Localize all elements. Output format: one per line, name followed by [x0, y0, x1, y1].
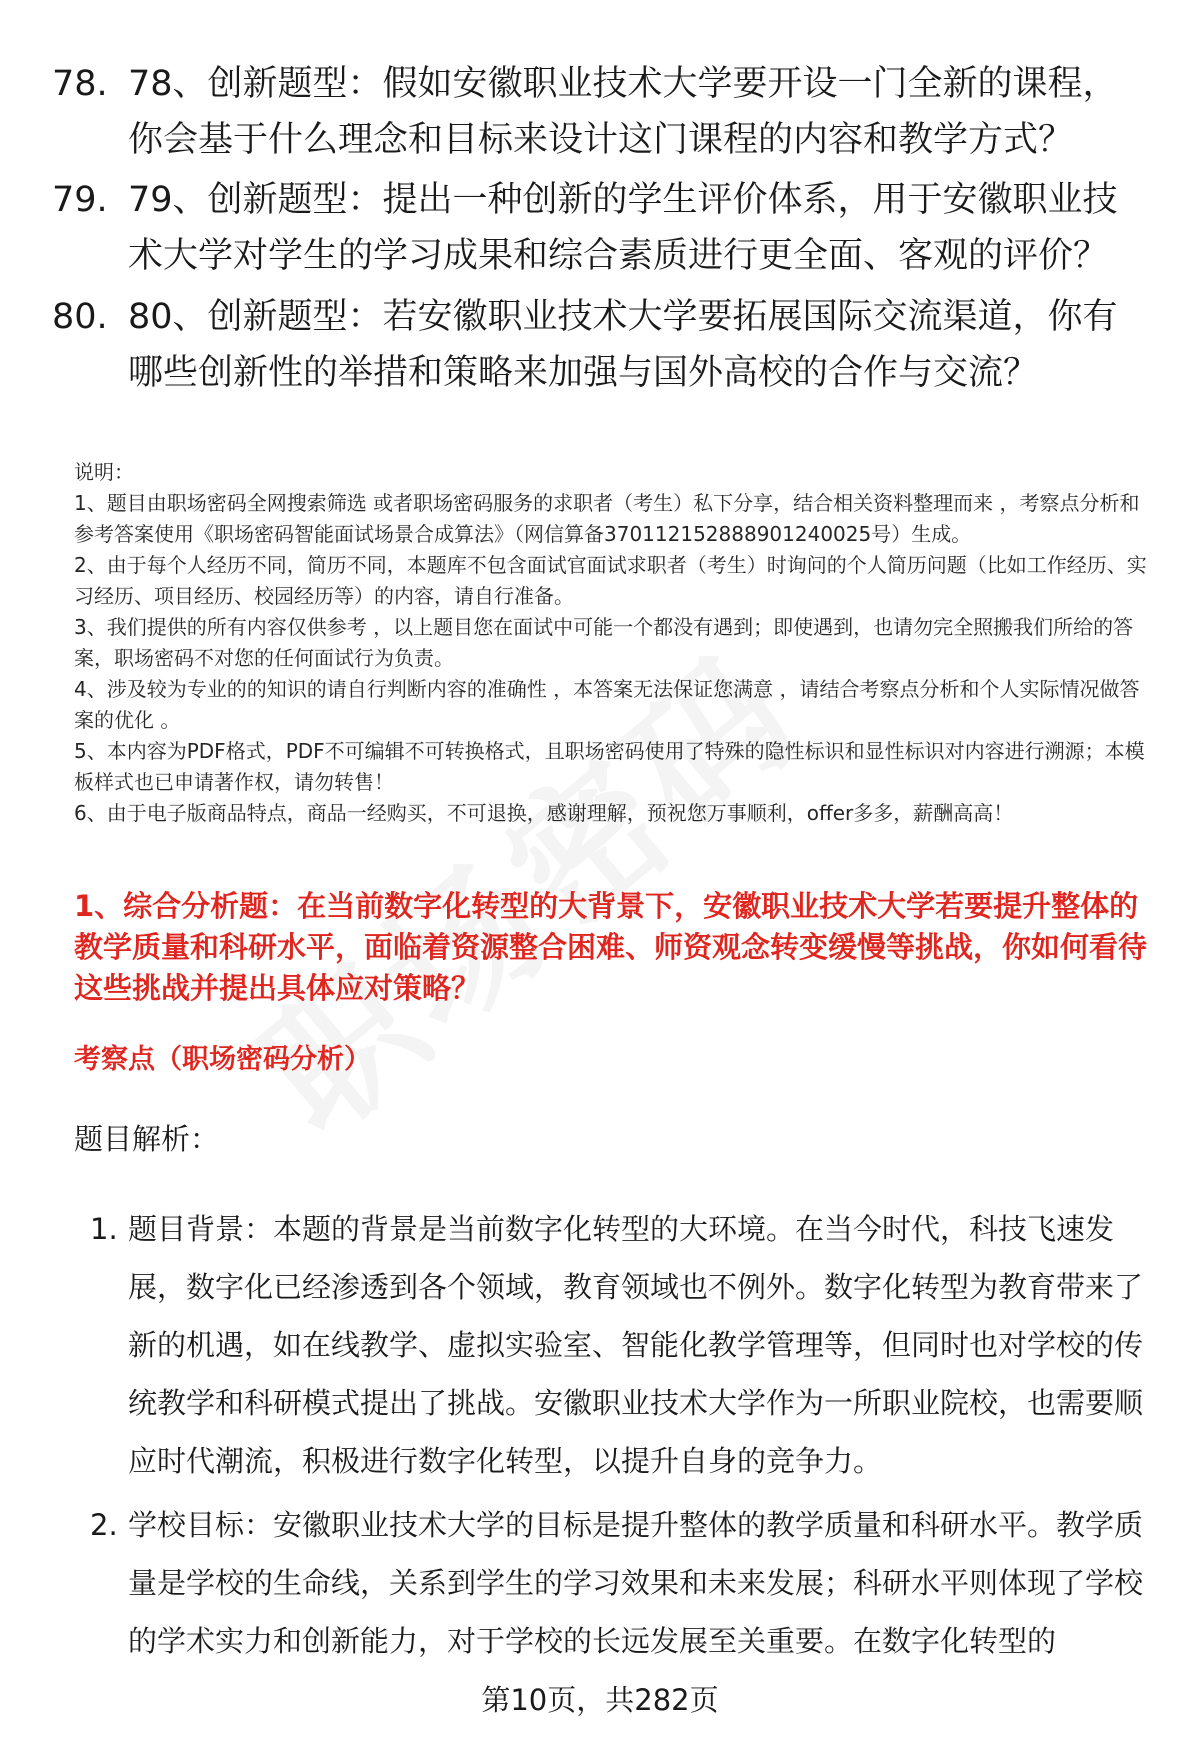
question-79	[52, 172, 1142, 284]
note-item: 5、本内容为PDF格式，PDF不可编辑不可转换格式，且职场密码使用了特殊的隐性标识和显性标识对内容进行溯源；本模板样式也已申请著作权，请勿转售！	[74, 739, 1145, 794]
question-number: 80.	[52, 297, 108, 337]
question-78	[52, 56, 1142, 168]
analysis-item-number: 2.	[90, 1508, 118, 1542]
notes-section	[74, 457, 1154, 829]
page-footer: 第10页，共282页	[481, 1683, 719, 1717]
question-text: 79、创新题型：提出一种创新的学生评价体系，用于安徽职业技术大学对学生的学习成果和综合素质进行更全面、客观的评价？	[128, 180, 1118, 276]
analysis-heading: 题目解析：	[74, 1122, 220, 1156]
analysis-item-text: 学校目标：安徽职业技术大学的目标是提升整体的教学质量和科研水平。教学质量是学校的生命线，关系到学生的学习效果和未来发展；科研水平则体现了学校的学术实力和创新能力，对于学校的长远发展至关重要。在数字化转型的	[128, 1508, 1144, 1658]
examine-heading: 考察点（职场密码分析）	[74, 1044, 371, 1075]
analysis-item-text: 题目背景：本题的背景是当前数字化转型的大环境。在当今时代，科技飞速发展，数字化已经渗透到各个领域，教育领域也不例外。数字化转型为教育带来了新的机遇，如在线教学、虚拟实验室、智能化教学管理等，但同时也对学校的传统教学和科研模式提出了挑战。安徽职业技术大学作为一所职业院校，也需要顺应时代潮流，积极进行数字化转型，以提升自身的竞争力。	[128, 1212, 1144, 1478]
main-question: 1、综合分析题：在当前数字化转型的大背景下，安徽职业技术大学若要提升整体的教学质量和科研水平，面临着资源整合困难、师资观念转变缓慢等挑战，你如何看待这些挑战并提出具体应对策略？	[74, 889, 1148, 1005]
question-number: 78.	[52, 64, 108, 104]
note-item: 3、我们提供的所有内容仅供参考 ，以上题目您在面试中可能一个都没有遇到；即使遇到，也请勿完全照搬我们所给的答案，职场密码不对您的任何面试行为负责。	[74, 615, 1134, 670]
question-text: 80、创新题型：若安徽职业技术大学要拓展国际交流渠道，你有哪些创新性的举措和策略来加强与国外高校的合作与交流？	[128, 297, 1118, 393]
analysis-item	[90, 1496, 1150, 1670]
notes-heading: 说明：	[74, 460, 134, 484]
question-number: 79.	[52, 180, 108, 220]
note-item: 1、题目由职场密码全网搜索筛选 或者职场密码服务的求职者（考生）私下分享，结合相关资料整理而来 ，考察点分析和参考答案使用《职场密码智能面试场景合成算法》（网信算备370112152888901240025号）生成。	[74, 491, 1140, 546]
analysis-item-number: 1.	[90, 1212, 118, 1246]
note-item: 2、由于每个人经历不同，简历不同，本题库不包含面试官面试求职者（考生）时询问的个人简历问题（比如工作经历、实习经历、项目经历、校园经历等）的内容，请自行准备。	[74, 553, 1147, 608]
note-item: 6、由于电子版商品特点，商品一经购买，不可退换，感谢理解，预祝您万事顺利，offer多多，薪酬高高！	[74, 801, 1014, 825]
question-80	[52, 289, 1142, 401]
note-item: 4、涉及较为专业的的知识的请自行判断内容的准确性 ，本答案无法保证您满意 ，请结合考察点分析和个人实际情况做答案的优化 。	[74, 677, 1140, 732]
question-text: 78、创新题型：假如安徽职业技术大学要开设一门全新的课程，你会基于什么理念和目标来设计这门课程的内容和教学方式？	[128, 64, 1118, 160]
analysis-item	[90, 1200, 1150, 1490]
